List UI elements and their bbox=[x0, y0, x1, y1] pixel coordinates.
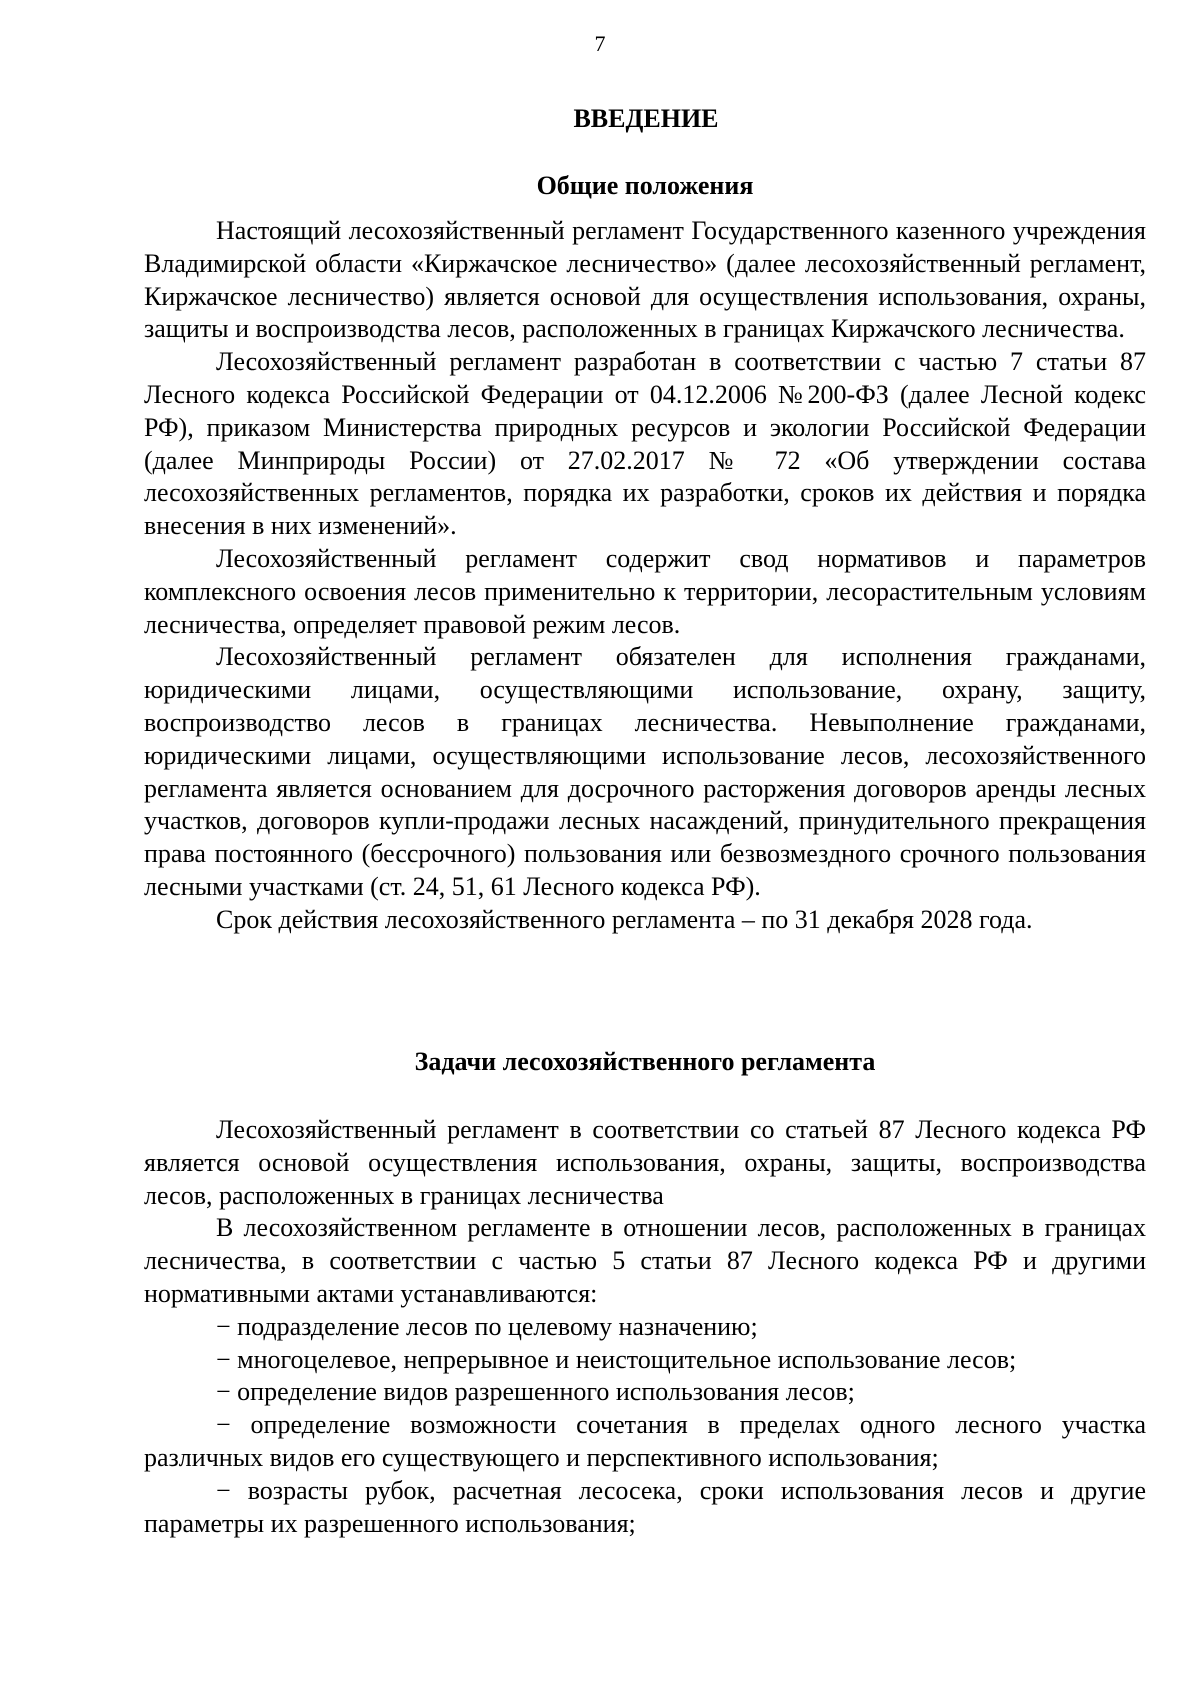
list-item bbox=[144, 1376, 1146, 1409]
dash-marker: − bbox=[216, 1410, 231, 1440]
heading-introduction: ВВЕДЕНИЕ bbox=[573, 104, 719, 133]
paragraph: Лесохозяйственный регламент обязателен для исполнения гражданами, юридическими лицами, осуществляющими использование, охрану, защиту, воспроизводство лесов в границах лесничества. Невыполнение гражданами, юридическими лицами, осуществляющими использование лесов, лесохозяйственного регламента является основанием для досрочного расторжения договоров аренды лесных участков, договоров купли-продажи лесных насаждений, принудительного прекращения права постоянного (бессрочного) пользования или безвозмездного срочного пользования лесными участками (ст. 24, 51, 61 Лесного кодекса РФ). bbox=[144, 642, 1146, 901]
paragraph: Лесохозяйственный регламент содержит свод нормативов и параметров комплексного освоения лесов применительно к территории, лесорастительным условиям лесничества, определяет правовой режим лесов. bbox=[144, 543, 1146, 639]
section-general-provisions bbox=[144, 215, 1146, 937]
list-item-text: определение возможности сочетания в пределах одного лесного участка различных видов его существующего и перспективного использования; bbox=[144, 1410, 1147, 1472]
paragraph: Срок действия лесохозяйственного регламента – по 31 декабря 2028 года. bbox=[216, 904, 1033, 934]
section-tasks bbox=[144, 1114, 1146, 1540]
list-item bbox=[144, 1409, 1146, 1475]
paragraph: Настоящий лесохозяйственный регламент Государственного казенного учреждения Владимирской области «Киржачское лесничество» (далее лесохозяйственный регламент, Киржачское лесничество) является основой для осуществления использования, охраны, защиты и воспроизводства лесов, расположенных в границах Киржачского лесничества. bbox=[144, 216, 1146, 344]
section-title-general-provisions: Общие положения bbox=[536, 171, 754, 200]
list-item-text: определение видов разрешенного использования лесов; bbox=[237, 1377, 855, 1407]
dash-marker: − bbox=[216, 1311, 231, 1341]
list-item bbox=[144, 1311, 1146, 1344]
provisions-list bbox=[144, 1311, 1146, 1541]
page-number: 7 bbox=[594, 31, 606, 56]
list-item-text: подразделение лесов по целевому назначению; bbox=[237, 1311, 758, 1341]
section-title-tasks: Задачи лесохозяйственного регламента bbox=[414, 1047, 876, 1076]
list-item bbox=[144, 1475, 1146, 1541]
paragraph: Лесохозяйственный регламент в соответствии со статьей 87 Лесного кодекса РФ является основой осуществления использования, охраны, защиты, воспроизводства лесов, расположенных в границах лесничества bbox=[144, 1115, 1146, 1210]
list-item-text: возрасты рубок, расчетная лесосека, сроки использования лесов и другие параметры их разрешенного использования; bbox=[144, 1475, 1147, 1538]
dash-marker: − bbox=[216, 1377, 231, 1407]
paragraph: Лесохозяйственный регламент разработан в соответствии с частью 7 статьи 87 Лесного кодекса Российской Федерации от 04.12.2006 №200-ФЗ (далее Лесной кодекс РФ), приказом Министерства природных ресурсов и экологии Российской Федерации (далее Минприроды России) от 27.02.2017 № 72 «Об утверждении состава лесохозяйственных регламентов, порядка их разработки, сроков их действия и порядка внесения в них изменений». bbox=[144, 347, 1146, 541]
list-item bbox=[144, 1344, 1146, 1377]
paragraph: В лесохозяйственном регламенте в отношении лесов, расположенных в границах лесничества, в соответствии с частью 5 статьи 87 Лесного кодекса РФ и другими нормативными актами устанавливаются: bbox=[144, 1213, 1146, 1308]
dash-marker: − bbox=[216, 1344, 231, 1374]
list-item-text: многоцелевое, непрерывное и неистощительное использование лесов; bbox=[237, 1344, 1017, 1374]
dash-marker: − bbox=[216, 1475, 231, 1505]
